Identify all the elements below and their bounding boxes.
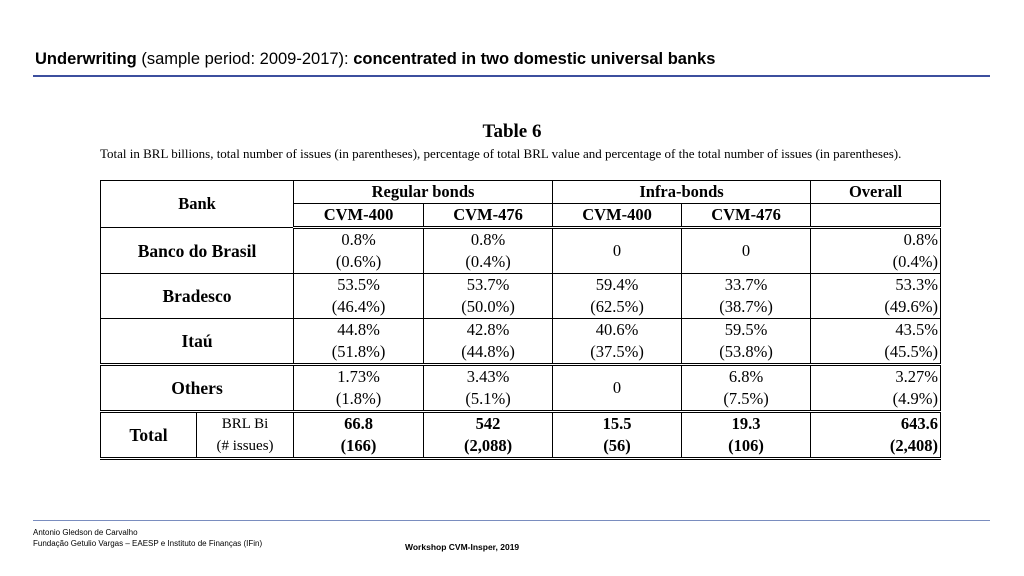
cell-value: 53.3%	[895, 275, 939, 294]
table-row-banco-do-brasil	[101, 228, 941, 274]
cell	[424, 228, 553, 274]
header-bank: Bank	[101, 181, 294, 228]
total-unit-value: BRL Bi	[221, 416, 269, 432]
cell	[553, 228, 682, 274]
cell-value: 44.8%	[337, 320, 380, 339]
cell-value: 59.5%	[724, 320, 768, 339]
total-cell	[424, 412, 553, 459]
footer-author-block	[33, 527, 262, 549]
cell	[553, 319, 682, 365]
bank-name: Others	[101, 365, 294, 412]
total-label: Total	[101, 412, 197, 459]
cell	[424, 319, 553, 365]
cell-value: 19.3	[731, 414, 761, 433]
cell-value: 0.8%	[341, 230, 376, 249]
footer-event: Workshop CVM-Insper, 2019	[405, 542, 520, 552]
cell-count: (44.8%)	[461, 342, 515, 361]
cell-count: (0.4%)	[465, 252, 511, 271]
cell-count: (53.8%)	[719, 342, 773, 361]
cell-count: (45.5%)	[884, 342, 939, 361]
cell-value: 0	[612, 378, 622, 397]
title-rule	[33, 75, 990, 77]
cell-value: 53.5%	[337, 275, 380, 294]
cell-value: 15.5	[602, 414, 632, 433]
cell	[294, 319, 424, 365]
cell-count: (46.4%)	[331, 297, 386, 316]
total-cell	[682, 412, 811, 459]
cell-value: 0	[741, 241, 751, 260]
total-cell	[294, 412, 424, 459]
cell	[424, 274, 553, 319]
cell	[553, 365, 682, 412]
cell-overall	[811, 319, 941, 365]
cell-count: (49.6%)	[884, 297, 939, 316]
cell-value: 6.8%	[728, 367, 764, 386]
header-regular-cvm476: CVM-476	[424, 204, 553, 228]
cell-count: (0.4%)	[892, 252, 939, 271]
total-cell-overall	[811, 412, 941, 459]
cell	[682, 274, 811, 319]
header-row-groups	[101, 181, 941, 204]
table-caption: Total in BRL billions, total number of issues (in parentheses), percentage of total BRL value and percentage of the total number of issues (in parentheses).	[100, 146, 902, 161]
cell-count: (4.9%)	[892, 389, 939, 408]
table-row-total	[101, 412, 941, 459]
underwriting-table	[100, 180, 941, 460]
cell-value: 33.7%	[724, 275, 768, 294]
cell	[294, 228, 424, 274]
cell-count: (50.0%)	[461, 297, 515, 316]
cell-value: 40.6%	[595, 320, 639, 339]
cell	[424, 365, 553, 412]
cell-value: 0.8%	[470, 230, 506, 249]
cell	[553, 274, 682, 319]
cell-count: (2,408)	[889, 436, 939, 455]
cell-overall	[811, 365, 941, 412]
cell	[682, 365, 811, 412]
slide-title-claim: concentrated in two domestic universal banks	[353, 50, 716, 68]
cell	[682, 228, 811, 274]
cell-value: 0.8%	[903, 230, 939, 249]
total-unit-count: (# issues)	[216, 438, 274, 454]
table-row-itau	[101, 319, 941, 365]
table-row-bradesco	[101, 274, 941, 319]
bank-name: Bradesco	[101, 274, 294, 319]
footer-rule	[33, 520, 990, 521]
cell-value: 542	[475, 414, 501, 433]
total-cell	[553, 412, 682, 459]
bank-name: Itaú	[101, 319, 294, 365]
table-region	[100, 146, 939, 467]
slide-title	[35, 50, 715, 69]
footer-affiliation: Fundação Getulio Vargas – EAESP e Instituto de Finanças (IFin)	[33, 539, 263, 548]
cell-value: 59.4%	[595, 275, 639, 294]
bank-name: Banco do Brasil	[101, 228, 294, 274]
slide-title-period: (sample period: 2009-2017):	[136, 50, 354, 68]
header-infra-bonds: Infra-bonds	[553, 181, 811, 204]
header-overall: Overall	[811, 181, 941, 204]
cell	[682, 319, 811, 365]
header-infra-cvm400: CVM-400	[553, 204, 682, 228]
cell-count: (51.8%)	[331, 342, 386, 361]
table-heading: Table 6	[482, 121, 542, 142]
cell	[294, 365, 424, 412]
header-overall-blank	[811, 204, 941, 228]
cell-value: 43.5%	[895, 320, 939, 339]
cell-value: 3.43%	[466, 367, 510, 386]
cell-value: 643.6	[900, 414, 939, 433]
footer-author: Antonio Gledson de Carvalho	[33, 528, 138, 537]
cell-value: 3.27%	[895, 367, 939, 386]
table-row-others	[101, 365, 941, 412]
cell-count: (38.7%)	[719, 297, 773, 316]
cell-count: (7.5%)	[723, 389, 769, 408]
cell-overall	[811, 274, 941, 319]
header-regular-cvm400: CVM-400	[294, 204, 424, 228]
total-unit	[197, 412, 294, 459]
cell-value: 1.73%	[337, 367, 380, 386]
cell-value: 66.8	[344, 414, 373, 433]
cell-count: (0.6%)	[335, 252, 382, 271]
cell-count: (37.5%)	[590, 342, 644, 361]
cell-count: (56)	[603, 436, 631, 455]
cell-value: 42.8%	[466, 320, 510, 339]
cell-count: (5.1%)	[465, 389, 511, 408]
cell-count: (1.8%)	[335, 389, 382, 408]
slide-title-lead: Underwriting	[35, 50, 137, 68]
header-infra-cvm476: CVM-476	[682, 204, 811, 228]
cell-count: (62.5%)	[590, 297, 644, 316]
cell-count: (166)	[340, 436, 377, 455]
cell-overall	[811, 228, 941, 274]
cell	[294, 274, 424, 319]
cell-value: 0	[612, 241, 622, 260]
header-regular-bonds: Regular bonds	[294, 181, 553, 204]
cell-count: (106)	[728, 436, 764, 455]
cell-value: 53.7%	[466, 275, 510, 294]
cell-count: (2,088)	[463, 436, 513, 455]
